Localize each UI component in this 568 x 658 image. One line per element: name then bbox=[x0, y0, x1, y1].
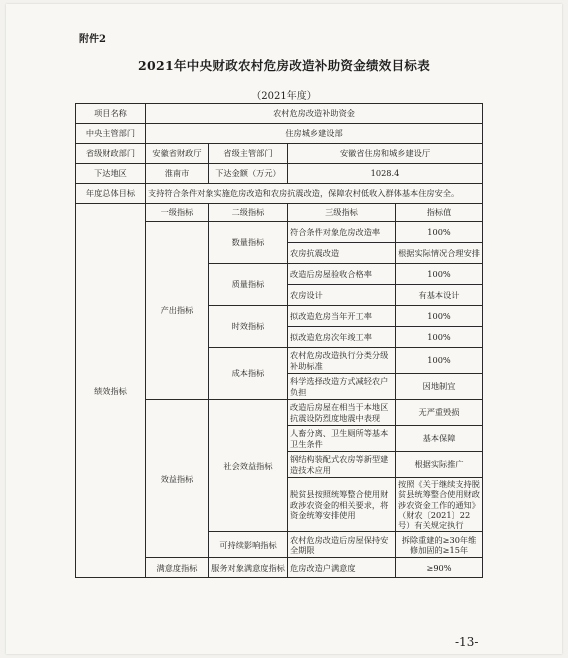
indicator-name: 农村危房改造后房屋保持安全期限 bbox=[288, 532, 396, 558]
performance-target-table bbox=[75, 103, 483, 578]
sustainable-indicator: 可持续影响指标 bbox=[209, 532, 288, 558]
indicator-value: 100% bbox=[396, 327, 483, 348]
quantity-indicator: 数量指标 bbox=[209, 222, 288, 264]
amount-label: 下达金额（万元） bbox=[209, 164, 288, 184]
attachment-label: 附件2 bbox=[79, 34, 106, 45]
indicator-value: 100% bbox=[396, 348, 483, 374]
prov-dept-value: 安徽省住房和城乡建设厅 bbox=[288, 144, 483, 164]
indicator-name: 农房抗震改造 bbox=[288, 243, 396, 264]
service-satisfaction-indicator: 服务对象满意度指标 bbox=[209, 558, 288, 578]
indicator-value: 拆除重建的≥30年维修加固的≥15年 bbox=[396, 532, 483, 558]
quality-indicator: 质量指标 bbox=[209, 264, 288, 306]
perf-indicators-label: 绩效指标 bbox=[76, 204, 146, 578]
satisfaction-indicator: 满意度指标 bbox=[146, 558, 209, 578]
region-value: 淮南市 bbox=[146, 164, 209, 184]
cost-indicator: 成本指标 bbox=[209, 348, 288, 400]
indicator-value: 100% bbox=[396, 306, 483, 327]
header-level3: 三级指标 bbox=[288, 204, 396, 222]
indicator-value: 基本保障 bbox=[396, 426, 483, 452]
central-dept-value: 住房城乡建设部 bbox=[146, 124, 483, 144]
header-level2: 二级指标 bbox=[209, 204, 288, 222]
output-indicator: 产出指标 bbox=[146, 222, 209, 400]
project-name-label: 项目名称 bbox=[76, 104, 146, 124]
indicator-value: 因地制宜 bbox=[396, 374, 483, 400]
indicator-name: 脱贫县按照统筹整合使用财政涉农资金的相关要求，将资金统筹安排使用 bbox=[288, 478, 396, 532]
indicator-name: 人畜分离、卫生厕所等基本卫生条件 bbox=[288, 426, 396, 452]
indicator-value: 有基本设计 bbox=[396, 285, 483, 306]
year-label: （2021年度） bbox=[251, 91, 317, 102]
prov-finance-label: 省级财政部门 bbox=[76, 144, 146, 164]
page-number: -13- bbox=[455, 635, 479, 649]
indicator-name: 符合条件对象危房改造率 bbox=[288, 222, 396, 243]
prov-dept-label: 省级主管部门 bbox=[209, 144, 288, 164]
central-dept-label: 中央主管部门 bbox=[76, 124, 146, 144]
indicator-name: 改造后房屋在相当于本地区抗震设防烈度地震中表现 bbox=[288, 400, 396, 426]
region-label: 下达地区 bbox=[76, 164, 146, 184]
annual-goal-value: 支持符合条件对象实施危房改造和农房抗震改造，保障农村低收入群体基本住房安全。 bbox=[146, 184, 483, 204]
indicator-name: 科学选择改造方式减轻农户负担 bbox=[288, 374, 396, 400]
indicator-name: 改造后房屋验收合格率 bbox=[288, 264, 396, 285]
prov-finance-value: 安徽省财政厅 bbox=[146, 144, 209, 164]
annual-goal-label: 年度总体目标 bbox=[76, 184, 146, 204]
indicator-name: 拟改造危房次年竣工率 bbox=[288, 327, 396, 348]
indicator-name: 危房改造户满意度 bbox=[288, 558, 396, 578]
indicator-value: 无严重毁损 bbox=[396, 400, 483, 426]
amount-value: 1028.4 bbox=[288, 164, 483, 184]
header-level1: 一级指标 bbox=[146, 204, 209, 222]
indicator-name: 农村危房改造执行分类分级补助标准 bbox=[288, 348, 396, 374]
indicator-value: 100% bbox=[396, 222, 483, 243]
indicator-value: 根据实际推广 bbox=[396, 452, 483, 478]
indicator-value: 100% bbox=[396, 264, 483, 285]
indicator-name: 农房设计 bbox=[288, 285, 396, 306]
indicator-value: 根据实际情况合理安排 bbox=[396, 243, 483, 264]
indicator-name: 钢结构装配式农房等新型建造技术应用 bbox=[288, 452, 396, 478]
project-name-value: 农村危房改造补助资金 bbox=[146, 104, 483, 124]
indicator-value: ≥90% bbox=[396, 558, 483, 578]
indicator-value: 按照《关于继续支持脱贫县统筹整合使用财政涉农资金工作的通知》（财农〔2021〕22号）有关规定执行 bbox=[396, 478, 483, 532]
header-value: 指标值 bbox=[396, 204, 483, 222]
benefit-indicator: 效益指标 bbox=[146, 400, 209, 558]
timeliness-indicator: 时效指标 bbox=[209, 306, 288, 348]
page-title: 2021年中央财政农村危房改造补助资金绩效目标表 bbox=[138, 58, 430, 73]
social-benefit-indicator: 社会效益指标 bbox=[209, 400, 288, 532]
indicator-name: 拟改造危房当年开工率 bbox=[288, 306, 396, 327]
